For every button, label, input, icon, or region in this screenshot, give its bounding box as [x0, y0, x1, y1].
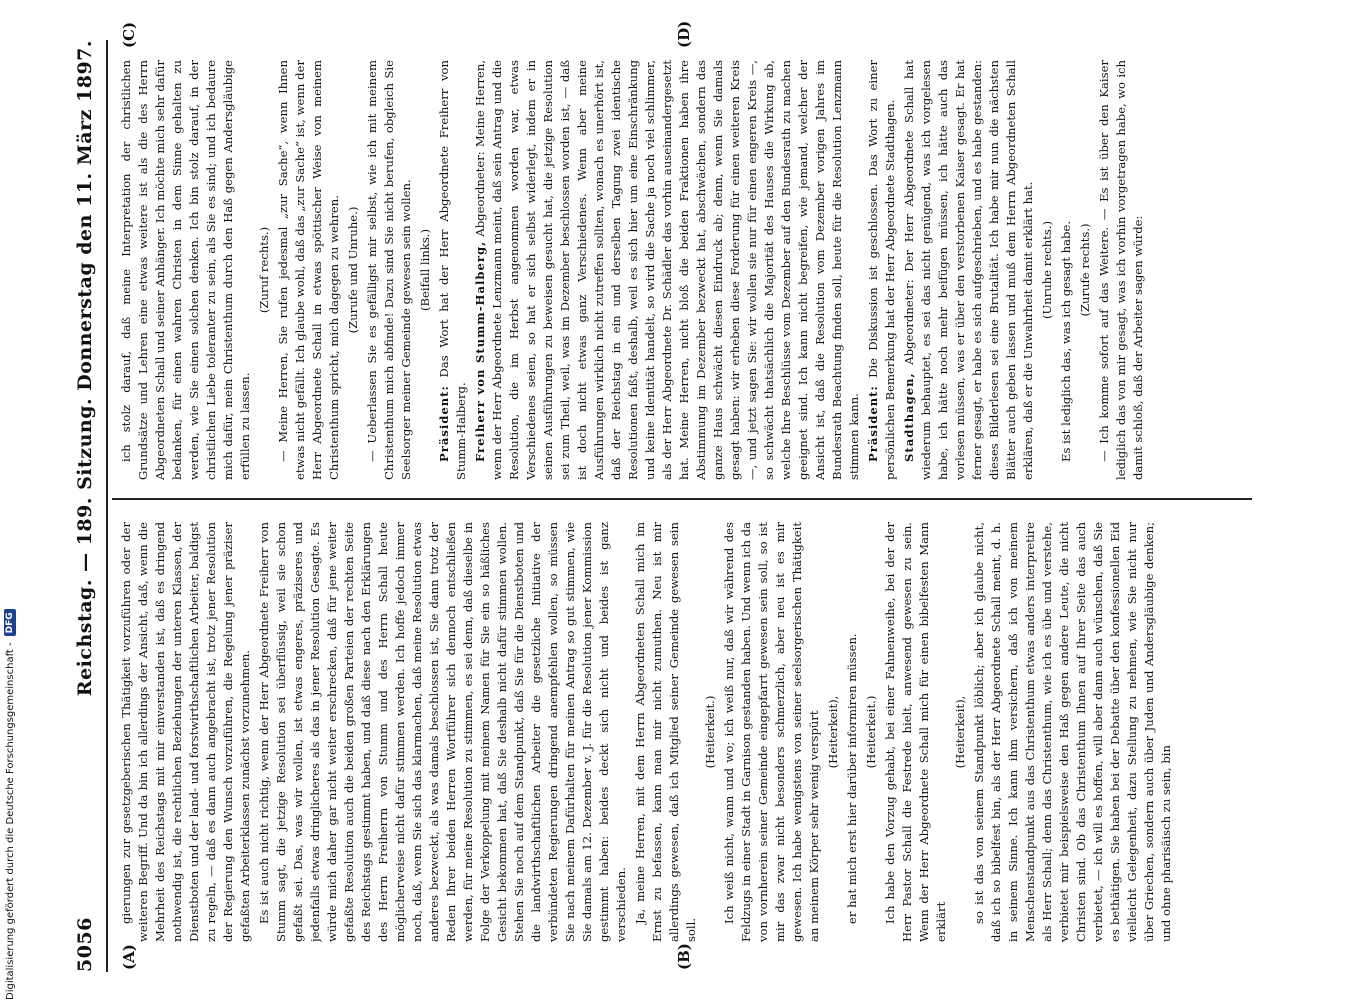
speaker-name: Freiherr von Stumm-Halberg,	[473, 240, 487, 462]
left-text-column	[118, 522, 1243, 942]
body-paragraph: gierungen zur gesetzgeberischen Thätigkeit vorzuführen oder der weiteren Begriff. Und da bin ich allerdings der Ansicht, daß, wenn die Mehrheit des Reichstags mit mir einverstanden ist, daß es dringend nothwendig ist, die rechtlichen Beziehungen der unteren Klassen, der Dienstboten und der land- und forstwirthschaftlichen Arbeiter, baldigst zu regeln, — daß es dann auch angebracht ist, trotz jener Resolution der Regierung den Wunsch vorzuführen, die Regelung jener präziser gefaßten Arbeiterklassen zunächst vorzunehmen.	[119, 522, 252, 942]
speech-text: Abgeordneter: Der Herr Abgeordnete Schall hat wiederum behauptet, es sei das nicht genügend, was ich vorgelesen habe, ich hätte noch mehr beifügen müssen, ich hätte auch das vorlesen müssen, was er über den verstorbenen Kaiser gesagt. Er hat ferner gesagt, er habe es sich aufgeschrieben, und es habe gestanden: dieses Bilderlesen sei eine Brutalität. Ich habe mir nun die nächsten Blätter auch geben lassen und muß dem Herrn Abgeordneten Schall erklären, daß er die Unwahrheit damit erklärt hat.	[902, 60, 1035, 480]
speaker-paragraph	[901, 60, 1037, 480]
body-paragraph: Es ist lediglich das, was ich gesagt habe.	[1059, 220, 1073, 462]
page-header	[68, 40, 102, 972]
speaker-paragraph	[865, 60, 899, 480]
margin-mark-a: (A)	[120, 944, 138, 970]
margin-mark-d: (D)	[675, 20, 693, 48]
stage-direction: (Heiterkeit.)	[864, 695, 878, 769]
stage-direction: (Unruhe rechts.)	[1040, 221, 1054, 319]
speaker-name: Präsident:	[866, 385, 880, 462]
document-page	[60, 0, 1290, 1000]
stage-direction: (Zurufe und Unruhe.)	[346, 206, 360, 334]
body-paragraph: so ist das von seinem Standpunkt löblich; aber ich glaube nicht, daß ich so bibelfest bin, als der Herr Abgeordnete Schall meint, d. h. in seinem Sinne. Ich kann ihm versichern, daß ich von meinem Menschenstandpunkt aus das Christenthum etwas anders interpretire als Herr Schall; denn das Christenthum, wie ich es übe und verstehe, verbietet mir beispielsweise den Haß gegen andere Leute, die nicht Christen sind. Ob das Christenthum Ihnen auf Ihrer Seite das auch verbietet, — ich will es hoffen, will aber dann auch wünschen, daß Sie es bethätigen. Sie haben bei der Debatte über den konfessionellen Eid vielleicht Gelegenheit, dazu Stellung zu nehmen, wie Sie nicht nur über Griechen, sondern auch über Juden und Andersgläubige denken; und ohne pharisäisch zu sein, bin	[972, 522, 1173, 942]
speaker-name: Stadthagen,	[902, 372, 916, 462]
column-divider	[112, 498, 1252, 500]
body-paragraph: — Ich komme sofort auf das Weitere. — Es ist über den Kaiser lediglich das von mir gesagt, was ich vorhin vorgetragen habe, wo ich damit schloß, daß der Arbeiter sagen würde:	[1097, 60, 1145, 480]
speech-text: Die Diskussion ist geschlossen. Das Wort zu einer persönlichen Bemerkung hat der Herr Abgeordnete Stadthagen.	[866, 60, 897, 480]
margin-mark-c: (C)	[120, 21, 138, 48]
stage-direction: (Heiterkeit),	[953, 695, 967, 769]
body-paragraph: ich stolz darauf, daß meine Interpretation der christlichen Grundsätze und Lehren eine etwas weitere ist als die des Herrn Abgeordneten Schall und seiner Anhänger. Ich möchte mich sehr dafür bedanken, für einen wahren Christen in dem Sinne gehalten zu werden, wie Sie einen solchen denken. Ich bin stolz darauf, in der christlichen Liebe toleranter zu sein, als Sie es sind; und ich bedaure mich dafür, mein Christenthum durch den Haß gegen Andersgläubige erfüllen zu lassen.	[119, 60, 252, 480]
stage-direction: (Zurufe rechts.)	[1078, 223, 1092, 317]
credit-text: Digitalisierung gefördert durch die Deutsche Forschungsgemeinschaft -	[4, 642, 16, 1000]
body-paragraph: — Meine Herren, Sie rufen jedesmal „zur Sache“, wenn Ihnen etwas nicht gefällt. Ich glaube wohl, daß das „zur Sache“ ist, wenn der Herr Abgeordnete Schall in etwas spöttischer Weise von meinem Christenthum spricht, mich dagegen zu wehren.	[276, 60, 341, 480]
page-number: 5056	[74, 917, 96, 972]
body-paragraph: — Ueberlassen Sie es gefälligst mir selbst, wie ich mit meinem Christenthum mich abfinde! Dazu sind Sie nicht berufen, obgleich Sie Seelsorger meiner Gemeinde gewesen sein wollen.	[365, 60, 413, 480]
body-paragraph: Ich habe den Vorzug gehabt, bei einer Fahnenweihe, bei der der Herr Pastor Schall die Festrede hielt, anwesend gewesen zu sein. Wenn der Herr Abgeordnete Schall mich für einen bibelfesten Mann erklärt	[883, 522, 948, 942]
body-paragraph: Ja, meine Herren, mit dem Herrn Abgeordneten Schall mich im Ernst zu befassen, kann man mir nicht zumuthen. Neu ist mir allerdings gewesen, daß ich Mitglied seiner Gemeinde gewesen sein soll.	[633, 522, 698, 942]
body-paragraph: Ich weiß nicht, wann und wo; ich weiß nur, daß wir während des Feldzugs in einer Stadt in Garnison gestanden haben. Und wenn ich da von vornherein seiner Gemeinde eingepfarrt gewesen sein soll, so ist mir das zwar nicht besonders schmerzlich, aber neu ist es mir gewesen. Ich habe wenigstens von seiner seelsorgerischen Thätigkeit an meinem Körper sehr wenig verspürt	[722, 522, 821, 942]
stage-direction: (Heiterkeit.)	[703, 695, 717, 769]
page-title: Reichstag. — 189. Sitzung. Donnerstag den 11. März 1897.	[74, 40, 96, 697]
speaker-paragraph	[472, 60, 863, 480]
stage-direction: (Beifall links.)	[418, 229, 432, 311]
digitization-credit	[4, 0, 16, 1000]
speaker-paragraph	[436, 60, 470, 480]
speech-text: Abgeordneter: Meine Herren, wenn der Herr Abgeordnete Lenzmann meint, daß sein Antrag und die Resolution, die im Herbst angenommen worden war, etwas Verschiedenes seien, so hat er sich selbst widerlegt, indem er in seinen Ausführungen zu beweisen gesucht hat, die jetzige Resolution sei zum Theil, weil, was im Dezember beschlossen worden ist, — daß ist doch nicht etwas ganz Verschiedenes. Wenn aber meine Ausführungen wirklich nicht zutreffen sollten, wonach es unerhört ist, daß der Reichstag in ein und derselben Tagung zwei identische Resolutionen faßt, deshalb, weil es sich hier um eine Einschränkung und keine Identität handelt, so wird die Sache ja noch viel schlimmer, als der Herr Abgeordnete Dr. Schädler das vorhin auseinandergesetzt hat. Meine Herren, nicht bloß die beiden Fraktionen haben ihre Abstimmung im Dezember bezweckt hat, abschwächen, sondern das ganze Haus schwächt diesen Eindruck ab; denn, wenn Sie damals gesagt haben: wir erheben diese Forderung für einen weiteren Kreis —, und jetzt sagen Sie: wir wollen sie nur für einen engeren Kreis —, so schwächt thatsächlich die Majorität des Hauses die Wirkung ab, welche Ihre Beschlüsse vom Dezember auf den Bundesrath zu machen geeignet sind. Ich kann nicht begreifen, wie jemand, welcher der Ansicht ist, daß die Resolution vom Dezember vorigen Jahres im Bundesrath Beachtung finden soll, heute für die Resolution Lenzmann stimmen kann.	[473, 60, 861, 480]
right-text-column	[118, 60, 1243, 480]
body-paragraph: Es ist auch nicht richtig, wenn der Herr Abgeordnete Freiherr von Stumm sagt, die jetzige Resolution sei überflüssig, weil sie schon gefaßt sei. Das, was wir wollen, ist etwas engeres, präziseres und jedenfalls etwas dringlicheres als das in jener Resolution Gesagte. Es würde mich daher gar nicht weiter erschrecken, daß für jene weiter gefaßte Resolution auch die beiden großen Parteien der rechten Seite des Reichstags gestimmt haben, und daß diese nach den Erklärungen des Herrn Freiherrn von Stumm und des Herrn Schall heute möglicherweise nicht dafür stimmen werden. Ich hoffe jedoch immer noch, daß, wenn Sie sich das klarmachen, daß meine Resolution etwas anderes bezweckt, als was damals beschlossen ist, Sie dann trotz der Reden Ihrer beiden Herren Wortführer sich dennoch entschließen werden, für meine Resolution zu stimmen, es sei denn, daß dieselbe in Folge der Verkoppelung mit meinem Namen für Sie ein so häßliches Gesicht bekommen hat, daß Sie deshalb nicht dafür stimmen wollen. Stehen Sie noch auf dem Standpunkt, daß Sie für die Dienstboten und die landwirthschaftlichen Arbeiter die gesetzliche Initiative der verbündeten Regierungen dringend anempfehlen wollen, so müssen Sie nach meinem Dafürhalten für meinen Antrag so gut stimmen, wie Sie damals am 12. Dezember v. J. für die Resolution jener Kommission gestimmt haben: beides deckt sich nicht und beides ist ganz verschieden.	[257, 522, 628, 942]
speech-text: Das Wort hat der Herr Abgeordnete Freiherr von Stumm-Halberg.	[437, 60, 468, 480]
dfg-logo: DFG	[4, 609, 16, 636]
margin-mark-b: (B)	[675, 943, 693, 970]
stage-direction: (Heiterkeit),	[826, 695, 840, 769]
body-paragraph: er hat mich erst hier darüber informiren müssen.	[845, 633, 859, 924]
stage-direction: (Zuruf rechts.)	[257, 226, 271, 314]
header-rule	[106, 40, 108, 972]
speaker-name: Präsident:	[437, 385, 451, 462]
